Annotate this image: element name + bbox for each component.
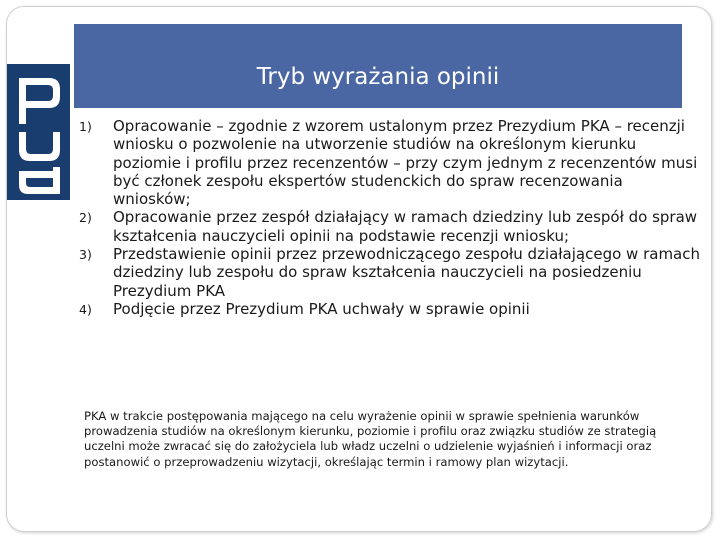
step-number: 4) — [79, 301, 92, 317]
step-number: 1) — [79, 119, 92, 134]
slide-title: Tryb wyrażania opinii — [256, 64, 500, 90]
step-text: Przedstawienie opinii przez przewodniczącego zespołu działającego w ramach dziedziny lub zespołu do spraw kształcenia nauczycieli na posiedzeniu Prezydium PKA — [113, 245, 701, 300]
list-item — [79, 300, 701, 318]
step-text: Podjęcie przez Prezydium PKA uchwały w sprawie opinii — [113, 299, 530, 318]
step-number: 2) — [79, 210, 92, 226]
list-item — [79, 208, 701, 245]
footnote-paragraph: PKA w trakcie postępowania mającego na celu wyrażenie opinii w sprawie spełnienia warunków prowadzenia studiów na określonym kierunku, poziomie i profilu oraz związku studiów ze strategią uczelni może zwracać się do założyciela lub władz uczelni o udzielenie wyjaśnień i informacji oraz postanowić o przeprowadzeniu wizytacji, określając termin i ramowy plan wizytacji. — [84, 409, 657, 469]
step-number: 3) — [79, 247, 92, 263]
step-text: Opracowanie przez zespół działający w ramach dziedziny lub zespół do spraw kształcenia nauczycieli opinii na podstawie recenzji wniosku; — [113, 208, 698, 245]
procedure-steps — [79, 117, 701, 318]
step-text: Opracowanie – zgodnie z wzorem ustalonym przez Prezydium PKA – recenzji wniosku o pozwolenie na utworzenie studiów na określonym kierunku poziomie i profilu przez recenzentów – przy czym jednym z recenzentów musi być członek zespołu ekspertów studenckich do spraw recenzowania wniosków; — [113, 117, 698, 209]
list-item — [79, 245, 701, 300]
pka-logo-icon — [7, 64, 70, 200]
list-item — [79, 117, 701, 208]
